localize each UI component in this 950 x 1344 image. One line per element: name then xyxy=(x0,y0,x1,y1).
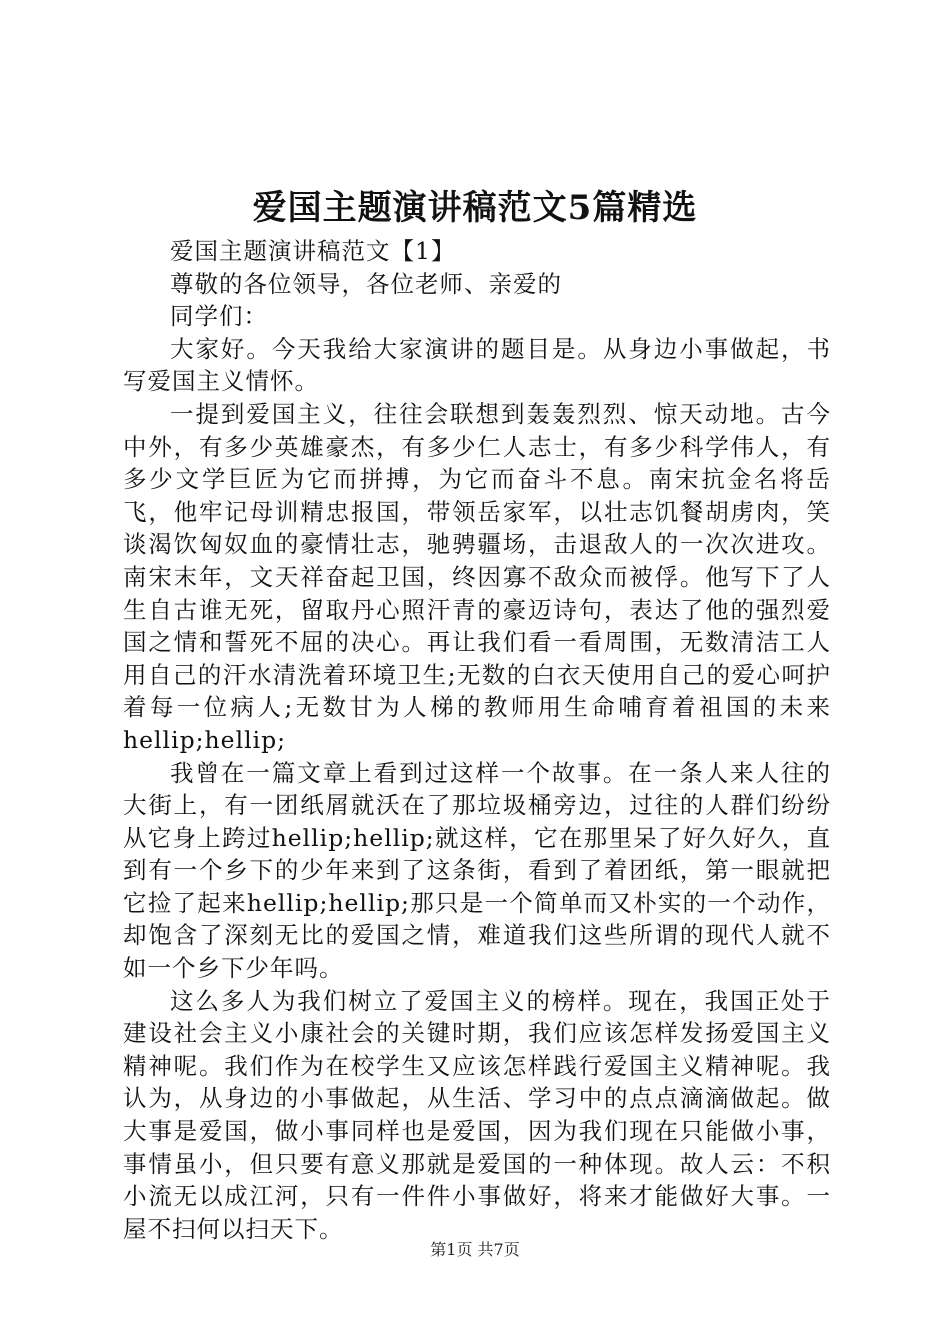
paragraph-story: 我曾在一篇文章上看到过这样一个故事。在一条人来人往的大街上，有一团纸屑就沃在了那垃圾桶旁边，过往的人群们纷纷从它身上跨过hellip;hellip;就这样，它在那里呆了好久好久，直到有一个乡下的少年来到了这条街，看到了着团纸，第一眼就把它捡了起来hellip;hellip;那只是一个简单而又朴实的一个动作，却饱含了深刻无比的爱国之情，难道我们这些所谓的现代人就不如一个乡下少年吗。 xyxy=(123,758,831,983)
paragraph-conclusion: 这么多人为我们树立了爱国主义的榜样。现在，我国正处于建设社会主义小康社会的关键时期，我们应该怎样发扬爱国主义精神呢。我们作为在校学生又应该怎样践行爱国主义精神呢。我认为，从身边的小事做起，从生活、学习中的点点滴滴做起。做大事是爱国，做小事同样也是爱国，因为我们现在只能做小事，事情虽小，但只要有意义那就是爱国的一种体现。故人云：不积小流无以成江河，只有一件件小事做好，将来才能做好大事。一屋不扫何以扫天下。 xyxy=(123,986,831,1243)
document-title: 爱国主题演讲稿范文5篇精选 xyxy=(252,188,698,228)
salutation-line: 尊敬的各位领导，各位老师、亲爱的 xyxy=(170,269,562,298)
document-body xyxy=(123,235,831,1245)
paragraph-greeting: 大家好。今天我给大家演讲的题目是。从身边小事做起，书写爱国主义情怀。 xyxy=(123,334,831,396)
salutation-line-continued: 同学们： xyxy=(170,302,268,331)
paragraph-history: 一提到爱国主义，往往会联想到轰轰烈烈、惊天动地。古今中外，有多少英雄豪杰，有多少仁人志士，有多少科学伟人，有多少文学巨匠为它而拼搏，为它而奋斗不息。南宋抗金名将岳飞，他牢记母训精忠报国，带领岳家军，以壮志饥餐胡虏肉，笑谈渴饮匈奴血的豪情壮志，驰骋疆场，击退敌人的一次次进攻。南宋末年，文天祥奋起卫国，终因寡不敌众而被俘。他写下了人生自古谁无死，留取丹心照汗青的豪迈诗句，表达了他的强烈爱国之情和誓死不屈的决心。再让我们看一看周围，无数清洁工人用自己的汗水清洗着环境卫生;无数的白衣天使用自己的爱心呵护着每一位病人;无数甘为人梯的教师用生命哺育着祖国的未来hellip;hellip; xyxy=(123,399,831,754)
page-footer: 第1页 共7页 xyxy=(430,1240,520,1259)
section-heading: 爱国主题演讲稿范文【1】 xyxy=(170,237,456,265)
